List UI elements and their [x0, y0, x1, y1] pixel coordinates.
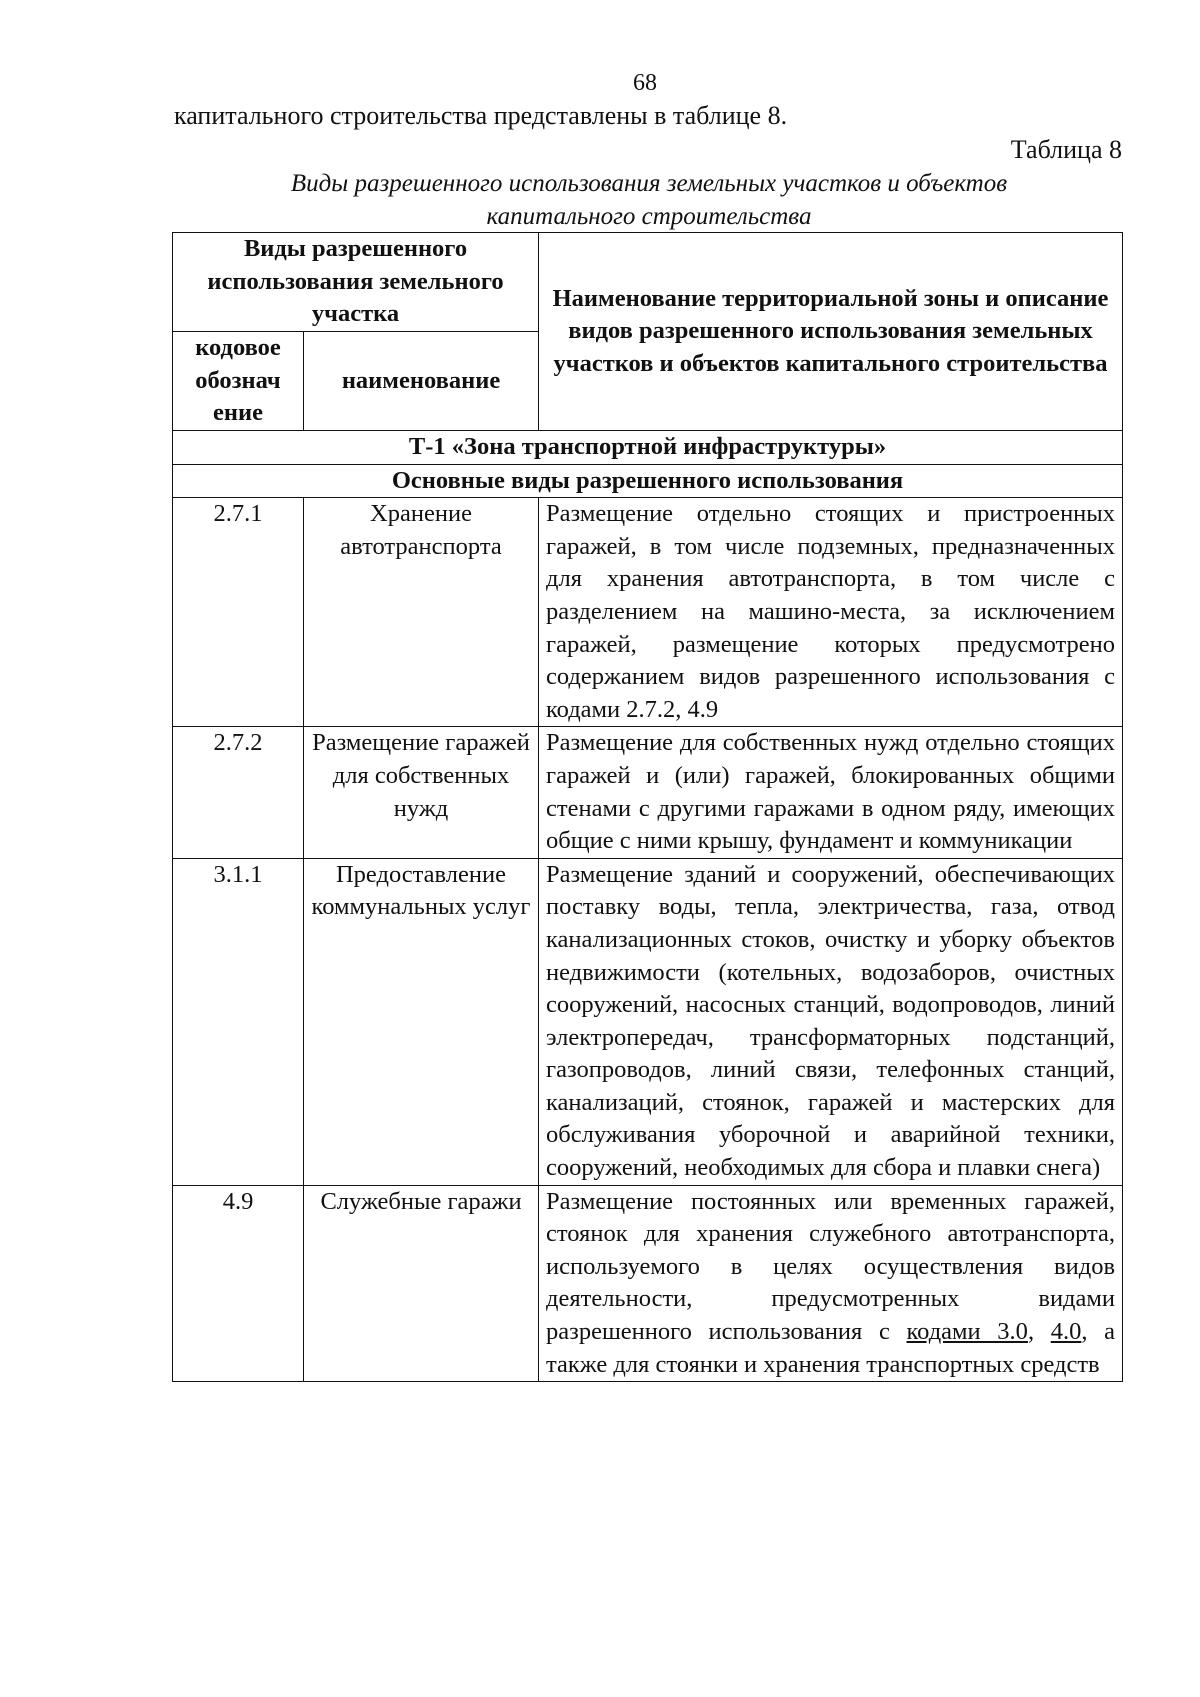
header-group-title: Виды разрешенного использования земельного участка	[173, 233, 539, 332]
row-description: Размещение зданий и сооружений, обеспечивающих поставку воды, тепла, электричества, газа, отвод канализационных стоков, очистку и уборку объектов недвижимости (котельных, водозаборов, очистных сооружений, насосных станций, водопроводов, линий электропередач, трансформаторных подстанций, газопроводов, линий связи, телефонных станций, канализаций, стоянок, гаражей и мастерских для обслуживания уборочной и аварийной техники, сооружений, необходимых для сбора и плавки снега)	[539, 858, 1123, 1185]
row-code: 2.7.2	[173, 727, 304, 858]
desc-text-before: Размещение постоянных или временных гаражей, стоянок для хранения служебного автотранспорта, используемого в целях осуществления видов деятельности, предусмотренных видами разрешенного использования с	[546, 1187, 1116, 1346]
header-name: наименование	[304, 332, 539, 431]
caption-line-2: капитального строительства	[486, 203, 812, 230]
row-name: Размещение гаражей для собственных нужд	[304, 727, 539, 858]
codes-link[interactable]: кодами 3.0	[906, 1318, 1028, 1346]
row-name: Предоставление коммунальных услуг	[304, 858, 539, 1185]
table-row	[173, 498, 1123, 727]
code-link[interactable]: 4.0	[1050, 1318, 1082, 1346]
row-description	[539, 1185, 1123, 1382]
table-caption	[174, 167, 1124, 233]
desc-text-after: , а также для стоянки и хранения транспортных средств	[546, 1318, 1115, 1378]
row-name: Служебные гаражи	[304, 1185, 539, 1382]
zone-title: Т-1 «Зона транспортной инфраструктуры»	[173, 431, 1123, 465]
row-code: 4.9	[173, 1185, 304, 1382]
section-row	[173, 464, 1123, 498]
zone-row	[173, 431, 1123, 465]
table-row	[173, 1185, 1123, 1382]
header-code: кодовое обознач ение	[173, 332, 304, 431]
header-description: Наименование территориальной зоны и описание видов разрешенного использования земельных участков и объектов капитального строительства	[539, 233, 1123, 431]
row-description: Размещение для собственных нужд отдельно стоящих гаражей и (или) гаражей, блокированных общими стенами с другими гаражами в одном ряду, имеющих общие с ними крышу, фундамент и коммуникации	[539, 727, 1123, 858]
intro-text: капитального строительства представлены в таблице 8.	[174, 101, 788, 130]
desc-separator: ,	[1027, 1318, 1051, 1346]
table-row	[173, 727, 1123, 858]
table-row	[173, 858, 1123, 1185]
header-row	[173, 233, 1123, 332]
section-title: Основные виды разрешенного использования	[173, 464, 1123, 498]
table-label: Таблица 8	[1010, 135, 1122, 164]
row-description: Размещение отдельно стоящих и пристроенных гаражей, в том числе подземных, предназначенных для хранения автотранспорта, в том числе с разделением на машино-места, за исключением гаражей, размещение которых предусмотрено содержанием видов разрешенного использования с кодами 2.7.2, 4.9	[539, 498, 1123, 727]
land-use-table	[172, 232, 1123, 1382]
row-code: 3.1.1	[173, 858, 304, 1185]
row-code: 2.7.1	[173, 498, 304, 727]
caption-line-1: Виды разрешенного использования земельных участков и объектов	[290, 170, 1008, 197]
row-name: Хранение автотранспорта	[304, 498, 539, 727]
page-number: 68	[633, 70, 657, 96]
